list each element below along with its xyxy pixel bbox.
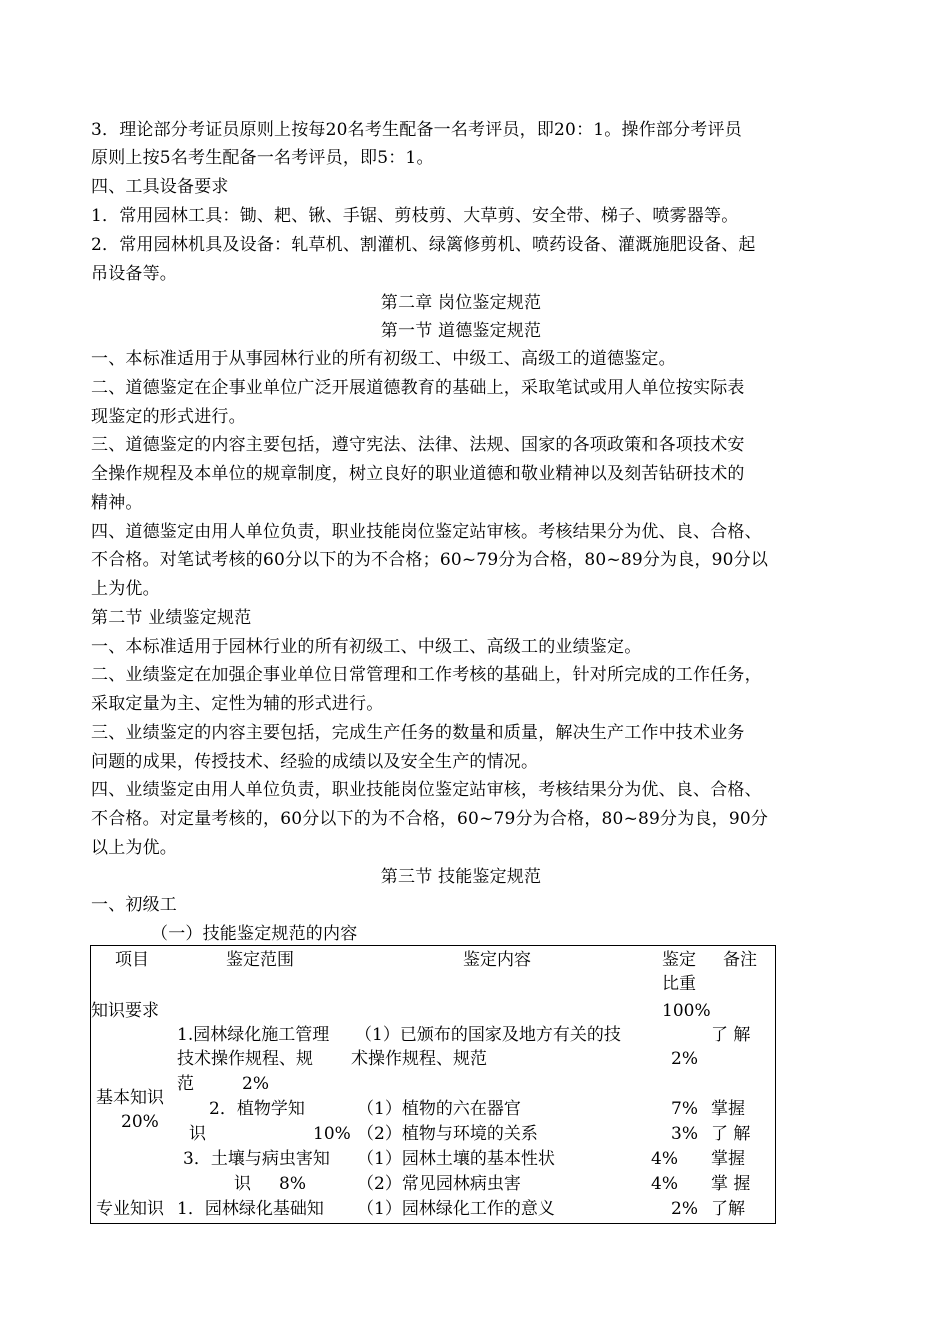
- note-cell: 掌握: [711, 1099, 745, 1119]
- note-cell: 了 解: [711, 1124, 751, 1144]
- skill-assessment-table: [90, 945, 776, 1224]
- knowledge-requirement: 知识要求: [91, 1001, 159, 1021]
- note-cell: 了 解: [711, 1025, 751, 1045]
- basic-knowledge-weight: 20%: [121, 1112, 159, 1132]
- range-cell: 3．土壤与病虫害知: [183, 1149, 330, 1169]
- weight-cell: 4%: [651, 1174, 678, 1194]
- paragraph: 以上为优。: [91, 838, 177, 858]
- header-weight-2: 比重: [662, 974, 696, 994]
- professional-knowledge: 专业知识: [96, 1199, 164, 1219]
- paragraph: 上为优。: [91, 579, 160, 599]
- paragraph: 2．常用园林机具及设备：轧草机、割灌机、绿篱修剪机、喷药设备、灌溉施肥设备、起: [91, 235, 756, 255]
- paragraph: 采取定量为主、定性为辅的形式进行。: [91, 694, 384, 714]
- weight-cell: 2%: [671, 1049, 698, 1069]
- paragraph: 不合格。对笔试考核的60分以下的为不合格；60~79分为合格，80~89分为良，90分以: [91, 550, 769, 570]
- paragraph: 全操作规程及本单位的规章制度，树立良好的职业道德和敬业精神以及刻苦钻研技术的: [91, 464, 745, 484]
- content-cell: （1）植物的六在器官: [357, 1099, 521, 1119]
- header-item: 项目: [115, 950, 149, 970]
- range-cell: 范: [177, 1074, 194, 1094]
- paragraph: 吊设备等。: [91, 264, 177, 284]
- basic-knowledge: 基本知识: [96, 1088, 164, 1108]
- chapter-title: 第二章 岗位鉴定规范: [380, 293, 542, 313]
- range-weight: 8%: [279, 1174, 306, 1194]
- knowledge-weight: 100%: [662, 1001, 711, 1021]
- section-heading: 四、工具设备要求: [91, 177, 229, 197]
- content-cell: （1）已颁布的国家及地方有关的技: [355, 1025, 621, 1045]
- header-weight: 鉴定: [662, 950, 696, 970]
- range-cell: 技术操作规程、规: [177, 1049, 313, 1069]
- range-cell: 1.园林绿化施工管理: [177, 1025, 330, 1045]
- paragraph: 1．常用园林工具：锄、耙、锹、手锯、剪枝剪、大草剪、安全带、梯子、喷雾器等。: [91, 206, 739, 226]
- paragraph: 四、业绩鉴定由用人单位负责，职业技能岗位鉴定站审核，考核结果分为优、良、合格、: [91, 780, 762, 800]
- content-cell: （2）植物与环境的关系: [357, 1124, 538, 1144]
- content-cell: （1）园林绿化工作的意义: [357, 1199, 555, 1219]
- weight-cell: 2%: [671, 1199, 698, 1219]
- range-cell: 2．植物学知: [209, 1099, 305, 1119]
- content-cell: （1）园林土壤的基本性状: [357, 1149, 555, 1169]
- range-cell: 识: [234, 1174, 251, 1194]
- paragraph: 一、本标准适用于园林行业的所有初级工、中级工、高级工的业绩鉴定。: [91, 637, 642, 657]
- paragraph: 3．理论部分考证员原则上按每20名考生配备一名考评员，即20：1。操作部分考评员: [91, 120, 742, 140]
- section-title: 第二节 业绩鉴定规范: [91, 608, 252, 628]
- section-title: 第三节 技能鉴定规范: [380, 867, 542, 887]
- weight-cell: 3%: [671, 1124, 698, 1144]
- subsection-heading: （一）技能鉴定规范的内容: [151, 924, 358, 944]
- content-cell: （2）常见园林病虫害: [357, 1174, 521, 1194]
- paragraph: 二、业绩鉴定在加强企事业单位日常管理和工作考核的基础上，针对所完成的工作任务，: [91, 665, 762, 685]
- paragraph: 四、道德鉴定由用人单位负责，职业技能岗位鉴定站审核。考核结果分为优、良、合格、: [91, 522, 762, 542]
- note-cell: 了解: [711, 1199, 745, 1219]
- header-content: 鉴定内容: [463, 950, 531, 970]
- paragraph: 原则上按5名考生配备一名考评员，即5：1。: [91, 148, 434, 168]
- paragraph: 问题的成果，传授技术、经验的成绩以及安全生产的情况。: [91, 752, 539, 772]
- range-weight: 2%: [242, 1074, 269, 1094]
- paragraph: 精神。: [91, 493, 143, 513]
- paragraph: 一、本标准适用于从事园林行业的所有初级工、中级工、高级工的道德鉴定。: [91, 349, 676, 369]
- range-cell: 1．园林绿化基础知: [177, 1199, 324, 1219]
- range-weight: 10%: [313, 1124, 351, 1144]
- range-cell: 识: [189, 1124, 206, 1144]
- paragraph: 三、道德鉴定的内容主要包括，遵守宪法、法律、法规、国家的各项政策和各项技术安: [91, 435, 745, 455]
- paragraph: 三、业绩鉴定的内容主要包括，完成生产任务的数量和质量，解决生产工作中技术业务: [91, 723, 745, 743]
- weight-cell: 7%: [671, 1099, 698, 1119]
- paragraph: 不合格。对定量考核的，60分以下的为不合格，60~79分为合格，80~89分为良，90分: [91, 809, 769, 829]
- paragraph: 现鉴定的形式进行。: [91, 407, 246, 427]
- content-cell: 术操作规程、规范: [351, 1049, 487, 1069]
- paragraph: 二、道德鉴定在企事业单位广泛开展道德教育的基础上，采取笔试或用人单位按实际表: [91, 378, 745, 398]
- section-title: 第一节 道德鉴定规范: [380, 321, 542, 341]
- note-cell: 掌 握: [711, 1174, 751, 1194]
- header-range: 鉴定范围: [226, 950, 294, 970]
- weight-cell: 4%: [651, 1149, 678, 1169]
- subsection-heading: 一、初级工: [91, 895, 177, 915]
- header-note: 备注: [723, 950, 757, 970]
- note-cell: 掌握: [711, 1149, 745, 1169]
